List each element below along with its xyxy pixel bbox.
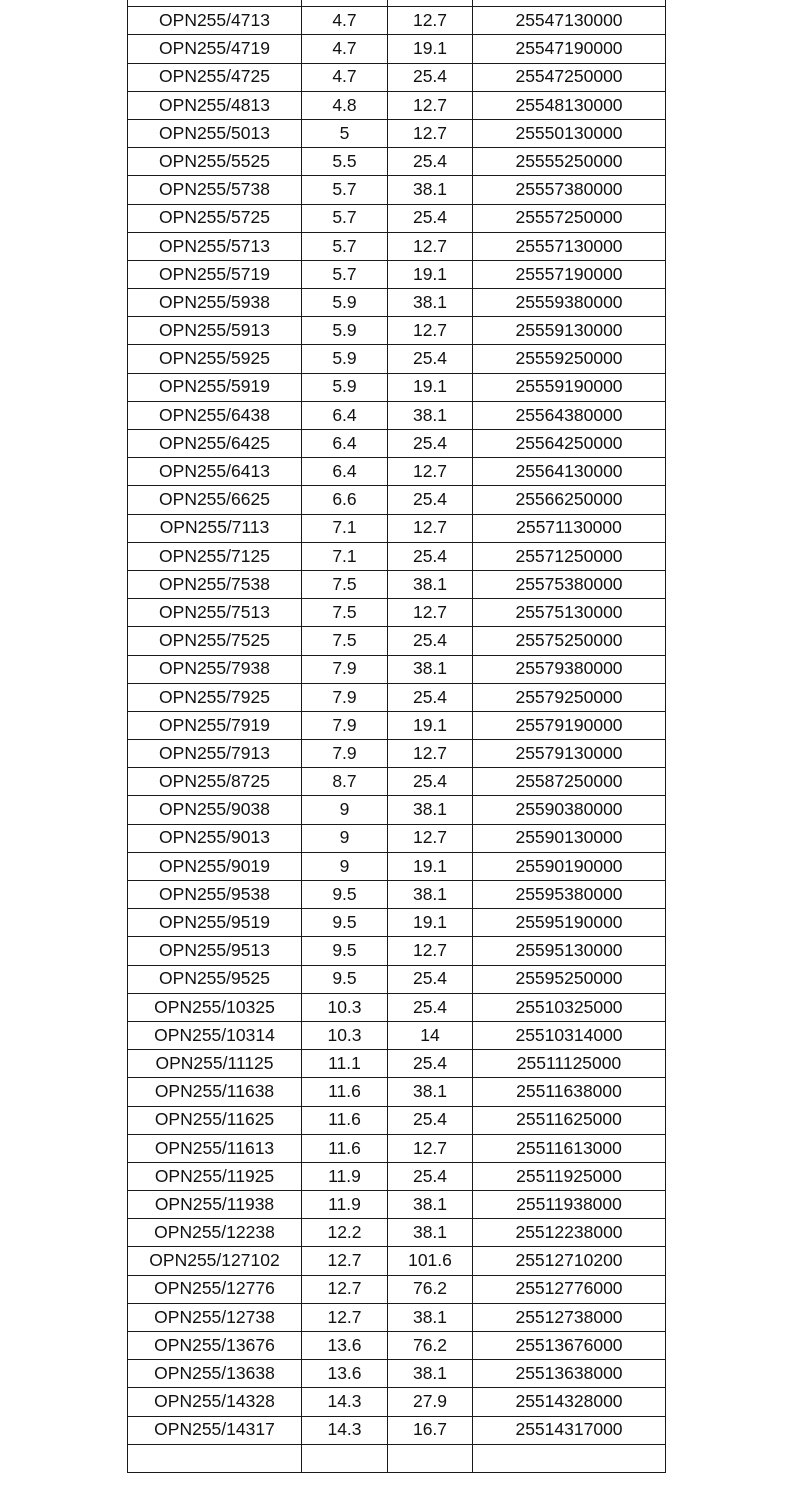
code-cell: 25548130000 <box>473 91 666 119</box>
code-cell: 25510325000 <box>473 993 666 1021</box>
part-number-cell: OPN255/9525 <box>128 965 302 993</box>
size-cell: 6.6 <box>302 486 388 514</box>
table-row <box>128 401 666 429</box>
size-cell: 4.7 <box>302 35 388 63</box>
part-number-cell: OPN255/4813 <box>128 91 302 119</box>
length-cell: 25.4 <box>388 204 473 232</box>
table-row <box>128 993 666 1021</box>
table-row <box>128 1050 666 1078</box>
code-cell: 25511125000 <box>473 1050 666 1078</box>
length-cell <box>388 0 473 7</box>
size-cell: 6.4 <box>302 430 388 458</box>
length-cell: 38.1 <box>388 1191 473 1219</box>
size-cell: 9 <box>302 852 388 880</box>
length-cell: 38.1 <box>388 176 473 204</box>
table-row <box>128 119 666 147</box>
part-number-cell: OPN255/5919 <box>128 373 302 401</box>
length-cell: 27.9 <box>388 1388 473 1416</box>
size-cell: 7.1 <box>302 542 388 570</box>
table-row <box>128 655 666 683</box>
length-cell: 19.1 <box>388 373 473 401</box>
code-cell: 25595250000 <box>473 965 666 993</box>
size-cell: 8.7 <box>302 768 388 796</box>
code-cell: 25587250000 <box>473 768 666 796</box>
table-row <box>128 1332 666 1360</box>
code-cell: 25511938000 <box>473 1191 666 1219</box>
part-number-cell: OPN255/11125 <box>128 1050 302 1078</box>
size-cell: 11.1 <box>302 1050 388 1078</box>
size-cell: 7.9 <box>302 711 388 739</box>
code-cell: 25571130000 <box>473 514 666 542</box>
size-cell: 9 <box>302 796 388 824</box>
size-cell: 12.2 <box>302 1219 388 1247</box>
code-cell: 25547250000 <box>473 63 666 91</box>
code-cell: 25559250000 <box>473 345 666 373</box>
size-cell: 14.3 <box>302 1416 388 1444</box>
length-cell: 38.1 <box>388 1219 473 1247</box>
size-cell: 12.7 <box>302 1275 388 1303</box>
length-cell: 25.4 <box>388 345 473 373</box>
length-cell: 19.1 <box>388 852 473 880</box>
size-cell: 11.6 <box>302 1078 388 1106</box>
length-cell: 101.6 <box>388 1247 473 1275</box>
length-cell: 25.4 <box>388 430 473 458</box>
table-row <box>128 683 666 711</box>
table-row <box>128 1078 666 1106</box>
size-cell: 7.5 <box>302 627 388 655</box>
part-number-cell: OPN255/11638 <box>128 1078 302 1106</box>
part-number-cell: OPN255/6625 <box>128 486 302 514</box>
part-number-cell: OPN255/5713 <box>128 232 302 260</box>
part-number-cell: OPN255/7525 <box>128 627 302 655</box>
code-cell: 25564130000 <box>473 458 666 486</box>
size-cell <box>302 0 388 7</box>
size-cell: 5.9 <box>302 289 388 317</box>
table-row <box>128 345 666 373</box>
part-number-cell: OPN255/6413 <box>128 458 302 486</box>
table-row <box>128 486 666 514</box>
length-cell: 25.4 <box>388 1106 473 1134</box>
table-row <box>128 1134 666 1162</box>
code-cell: 25555250000 <box>473 148 666 176</box>
code-cell: 25559190000 <box>473 373 666 401</box>
table-row <box>128 260 666 288</box>
table-row <box>128 1444 666 1472</box>
length-cell: 25.4 <box>388 148 473 176</box>
length-cell <box>388 1444 473 1472</box>
length-cell: 12.7 <box>388 458 473 486</box>
length-cell: 12.7 <box>388 91 473 119</box>
table-row <box>128 1191 666 1219</box>
length-cell: 25.4 <box>388 1050 473 1078</box>
part-number-cell: OPN255/4713 <box>128 7 302 35</box>
length-cell: 12.7 <box>388 119 473 147</box>
size-cell: 5.9 <box>302 317 388 345</box>
size-cell: 7.5 <box>302 599 388 627</box>
table-row <box>128 1106 666 1134</box>
code-cell: 25511625000 <box>473 1106 666 1134</box>
size-cell: 5.7 <box>302 176 388 204</box>
size-cell: 10.3 <box>302 993 388 1021</box>
table-row <box>128 570 666 598</box>
size-cell: 10.3 <box>302 1021 388 1049</box>
table-row <box>128 1416 666 1444</box>
code-cell: 25566250000 <box>473 486 666 514</box>
code-cell: 25512738000 <box>473 1303 666 1331</box>
length-cell: 38.1 <box>388 570 473 598</box>
size-cell: 5.7 <box>302 204 388 232</box>
length-cell: 12.7 <box>388 514 473 542</box>
table-row <box>128 1162 666 1190</box>
part-number-cell: OPN255/5938 <box>128 289 302 317</box>
part-number-cell: OPN255/127102 <box>128 1247 302 1275</box>
part-number-cell: OPN255/7125 <box>128 542 302 570</box>
size-cell: 4.7 <box>302 63 388 91</box>
part-number-cell: OPN255/11925 <box>128 1162 302 1190</box>
code-cell: 25510314000 <box>473 1021 666 1049</box>
code-cell: 25575250000 <box>473 627 666 655</box>
part-number-cell: OPN255/5738 <box>128 176 302 204</box>
table-row <box>128 1388 666 1416</box>
part-number-cell: OPN255/5719 <box>128 260 302 288</box>
part-number-cell: OPN255/12738 <box>128 1303 302 1331</box>
parts-table-container <box>127 0 665 1473</box>
code-cell: 25564250000 <box>473 430 666 458</box>
part-number-cell: OPN255/9538 <box>128 881 302 909</box>
size-cell: 7.1 <box>302 514 388 542</box>
part-number-cell: OPN255/4725 <box>128 63 302 91</box>
size-cell: 12.7 <box>302 1303 388 1331</box>
table-row <box>128 373 666 401</box>
length-cell: 76.2 <box>388 1275 473 1303</box>
code-cell: 25511925000 <box>473 1162 666 1190</box>
length-cell: 12.7 <box>388 824 473 852</box>
code-cell: 25595190000 <box>473 909 666 937</box>
size-cell: 9.5 <box>302 965 388 993</box>
part-number-cell: OPN255/5525 <box>128 148 302 176</box>
table-row <box>128 768 666 796</box>
size-cell: 5.5 <box>302 148 388 176</box>
length-cell: 12.7 <box>388 7 473 35</box>
code-cell: 25579130000 <box>473 740 666 768</box>
code-cell: 25557190000 <box>473 260 666 288</box>
part-number-cell: OPN255/12238 <box>128 1219 302 1247</box>
part-number-cell: OPN255/9519 <box>128 909 302 937</box>
code-cell: 25579380000 <box>473 655 666 683</box>
part-number-cell: OPN255/5013 <box>128 119 302 147</box>
length-cell: 25.4 <box>388 993 473 1021</box>
code-cell: 25564380000 <box>473 401 666 429</box>
table-row <box>128 824 666 852</box>
length-cell: 25.4 <box>388 683 473 711</box>
table-row <box>128 740 666 768</box>
part-number-cell: OPN255/7919 <box>128 711 302 739</box>
table-row <box>128 91 666 119</box>
length-cell: 19.1 <box>388 909 473 937</box>
length-cell: 38.1 <box>388 401 473 429</box>
part-number-cell: OPN255/7513 <box>128 599 302 627</box>
size-cell: 13.6 <box>302 1360 388 1388</box>
code-cell: 25579250000 <box>473 683 666 711</box>
part-number-cell: OPN255/8725 <box>128 768 302 796</box>
part-number-cell: OPN255/11625 <box>128 1106 302 1134</box>
table-row <box>128 881 666 909</box>
size-cell: 11.9 <box>302 1191 388 1219</box>
size-cell: 7.9 <box>302 683 388 711</box>
table-row <box>128 599 666 627</box>
code-cell: 25590130000 <box>473 824 666 852</box>
size-cell: 7.5 <box>302 570 388 598</box>
part-number-cell <box>128 1444 302 1472</box>
length-cell: 14 <box>388 1021 473 1049</box>
size-cell: 5.7 <box>302 260 388 288</box>
code-cell: 25512776000 <box>473 1275 666 1303</box>
size-cell: 5 <box>302 119 388 147</box>
parts-table-body <box>128 0 666 1472</box>
part-number-cell: OPN255/10314 <box>128 1021 302 1049</box>
code-cell: 25514317000 <box>473 1416 666 1444</box>
size-cell: 9 <box>302 824 388 852</box>
code-cell <box>473 1444 666 1472</box>
table-row <box>128 1275 666 1303</box>
part-number-cell: OPN255/4719 <box>128 35 302 63</box>
part-number-cell <box>128 0 302 7</box>
length-cell: 25.4 <box>388 1162 473 1190</box>
code-cell: 25575380000 <box>473 570 666 598</box>
code-cell: 25550130000 <box>473 119 666 147</box>
code-cell: 25595380000 <box>473 881 666 909</box>
parts-table <box>127 0 666 1473</box>
part-number-cell: OPN255/7538 <box>128 570 302 598</box>
length-cell: 19.1 <box>388 711 473 739</box>
length-cell: 12.7 <box>388 232 473 260</box>
length-cell: 76.2 <box>388 1332 473 1360</box>
table-row <box>128 711 666 739</box>
part-number-cell: OPN255/9019 <box>128 852 302 880</box>
size-cell: 14.3 <box>302 1388 388 1416</box>
part-number-cell: OPN255/9013 <box>128 824 302 852</box>
size-cell: 6.4 <box>302 458 388 486</box>
part-number-cell: OPN255/12776 <box>128 1275 302 1303</box>
code-cell: 25557380000 <box>473 176 666 204</box>
length-cell: 16.7 <box>388 1416 473 1444</box>
length-cell: 38.1 <box>388 1078 473 1106</box>
code-cell <box>473 0 666 7</box>
part-number-cell: OPN255/5913 <box>128 317 302 345</box>
table-row <box>128 35 666 63</box>
code-cell: 25557250000 <box>473 204 666 232</box>
size-cell: 7.9 <box>302 740 388 768</box>
table-row <box>128 542 666 570</box>
part-number-cell: OPN255/14317 <box>128 1416 302 1444</box>
part-number-cell: OPN255/13638 <box>128 1360 302 1388</box>
code-cell: 25557130000 <box>473 232 666 260</box>
size-cell: 11.9 <box>302 1162 388 1190</box>
table-row <box>128 176 666 204</box>
part-number-cell: OPN255/13676 <box>128 1332 302 1360</box>
part-number-cell: OPN255/7113 <box>128 514 302 542</box>
part-number-cell: OPN255/7938 <box>128 655 302 683</box>
length-cell: 38.1 <box>388 881 473 909</box>
table-row <box>128 965 666 993</box>
length-cell: 25.4 <box>388 63 473 91</box>
length-cell: 12.7 <box>388 740 473 768</box>
size-cell: 13.6 <box>302 1332 388 1360</box>
length-cell: 25.4 <box>388 768 473 796</box>
length-cell: 12.7 <box>388 1134 473 1162</box>
size-cell: 9.5 <box>302 937 388 965</box>
table-row <box>128 63 666 91</box>
length-cell: 19.1 <box>388 35 473 63</box>
size-cell: 5.7 <box>302 232 388 260</box>
size-cell: 5.9 <box>302 373 388 401</box>
size-cell: 4.7 <box>302 7 388 35</box>
code-cell: 25590380000 <box>473 796 666 824</box>
table-row <box>128 1021 666 1049</box>
table-row <box>128 430 666 458</box>
table-row <box>128 514 666 542</box>
code-cell: 25513676000 <box>473 1332 666 1360</box>
part-number-cell: OPN255/14328 <box>128 1388 302 1416</box>
size-cell: 11.6 <box>302 1134 388 1162</box>
size-cell: 9.5 <box>302 881 388 909</box>
size-cell <box>302 1444 388 1472</box>
code-cell: 25575130000 <box>473 599 666 627</box>
part-number-cell: OPN255/6438 <box>128 401 302 429</box>
part-number-cell: OPN255/9038 <box>128 796 302 824</box>
table-row <box>128 458 666 486</box>
part-number-cell: OPN255/9513 <box>128 937 302 965</box>
table-row <box>128 909 666 937</box>
table-row <box>128 1360 666 1388</box>
size-cell: 12.7 <box>302 1247 388 1275</box>
code-cell: 25559130000 <box>473 317 666 345</box>
table-row <box>128 627 666 655</box>
part-number-cell: OPN255/11613 <box>128 1134 302 1162</box>
table-row <box>128 317 666 345</box>
length-cell: 38.1 <box>388 289 473 317</box>
size-cell: 5.9 <box>302 345 388 373</box>
part-number-cell: OPN255/11938 <box>128 1191 302 1219</box>
part-number-cell: OPN255/6425 <box>128 430 302 458</box>
code-cell: 25547190000 <box>473 35 666 63</box>
code-cell: 25571250000 <box>473 542 666 570</box>
length-cell: 12.7 <box>388 317 473 345</box>
length-cell: 12.7 <box>388 599 473 627</box>
length-cell: 38.1 <box>388 655 473 683</box>
table-row <box>128 937 666 965</box>
part-number-cell: OPN255/5925 <box>128 345 302 373</box>
table-row <box>128 204 666 232</box>
code-cell: 25512710200 <box>473 1247 666 1275</box>
table-row <box>128 1247 666 1275</box>
size-cell: 9.5 <box>302 909 388 937</box>
table-row <box>128 232 666 260</box>
code-cell: 25514328000 <box>473 1388 666 1416</box>
length-cell: 19.1 <box>388 260 473 288</box>
size-cell: 6.4 <box>302 401 388 429</box>
part-number-cell: OPN255/10325 <box>128 993 302 1021</box>
length-cell: 25.4 <box>388 542 473 570</box>
code-cell: 25547130000 <box>473 7 666 35</box>
size-cell: 7.9 <box>302 655 388 683</box>
length-cell: 12.7 <box>388 937 473 965</box>
length-cell: 25.4 <box>388 486 473 514</box>
length-cell: 38.1 <box>388 796 473 824</box>
table-row <box>128 0 666 7</box>
part-number-cell: OPN255/5725 <box>128 204 302 232</box>
table-row <box>128 289 666 317</box>
size-cell: 4.8 <box>302 91 388 119</box>
code-cell: 25511638000 <box>473 1078 666 1106</box>
length-cell: 38.1 <box>388 1303 473 1331</box>
length-cell: 38.1 <box>388 1360 473 1388</box>
code-cell: 25513638000 <box>473 1360 666 1388</box>
code-cell: 25512238000 <box>473 1219 666 1247</box>
part-number-cell: OPN255/7913 <box>128 740 302 768</box>
code-cell: 25511613000 <box>473 1134 666 1162</box>
table-row <box>128 7 666 35</box>
length-cell: 25.4 <box>388 627 473 655</box>
table-row <box>128 1303 666 1331</box>
table-row <box>128 796 666 824</box>
part-number-cell: OPN255/7925 <box>128 683 302 711</box>
code-cell: 25579190000 <box>473 711 666 739</box>
table-row <box>128 852 666 880</box>
code-cell: 25590190000 <box>473 852 666 880</box>
code-cell: 25595130000 <box>473 937 666 965</box>
table-row <box>128 148 666 176</box>
table-row <box>128 1219 666 1247</box>
code-cell: 25559380000 <box>473 289 666 317</box>
length-cell: 25.4 <box>388 965 473 993</box>
size-cell: 11.6 <box>302 1106 388 1134</box>
